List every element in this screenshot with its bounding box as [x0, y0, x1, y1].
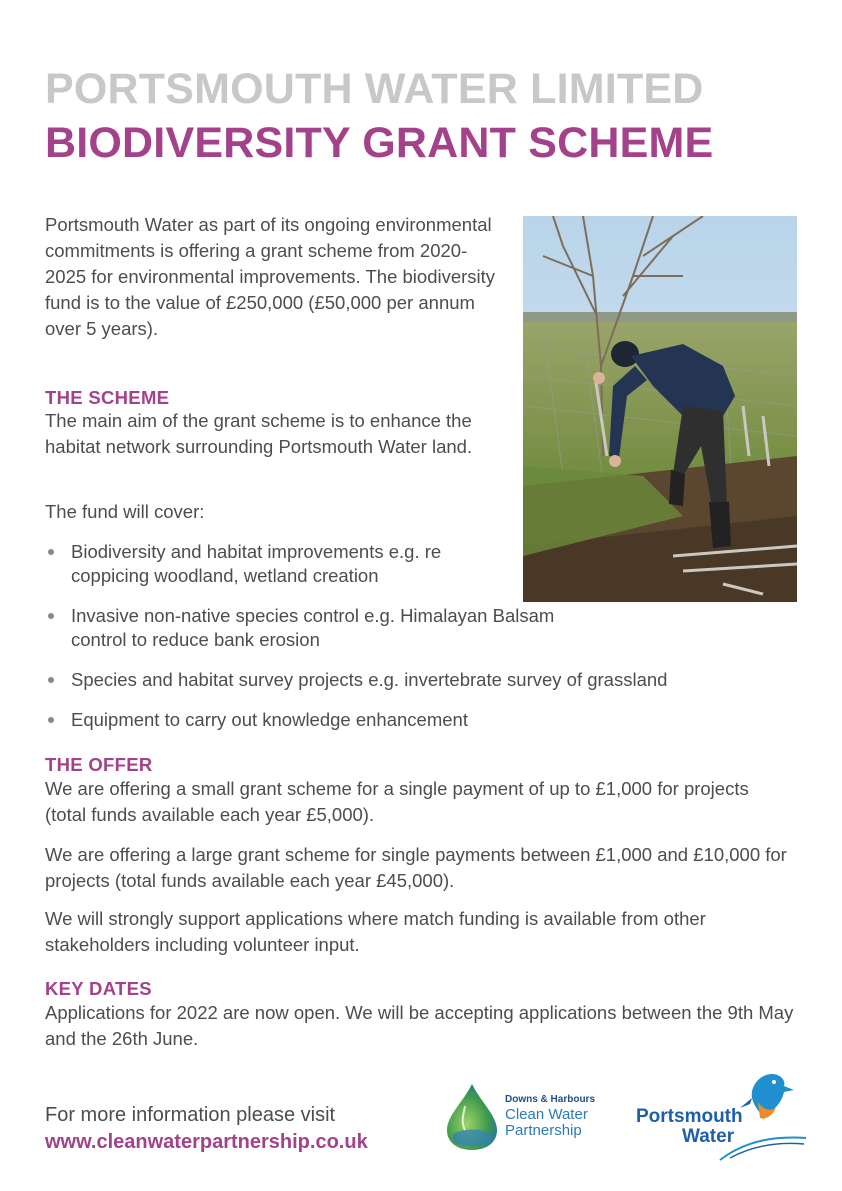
scheme-heading: THE SCHEME	[45, 387, 170, 408]
fund-cover-intro: The fund will cover:	[45, 501, 205, 522]
list-item: Equipment to carry out knowledge enhancement	[46, 708, 806, 732]
title-line-2: BIODIVERSITY GRANT SCHEME	[45, 119, 714, 167]
swoosh-icon	[716, 1128, 808, 1164]
title-line-1: PORTSMOUTH WATER LIMITED	[45, 65, 704, 113]
scheme-text: The main aim of the grant scheme is to enhance the habitat network surrounding Portsmouth Water land.	[45, 410, 473, 457]
pw-line-1: Portsmouth	[636, 1106, 743, 1127]
more-info-text: For more information please visit	[45, 1104, 336, 1126]
pw-line-2: Water	[682, 1126, 735, 1147]
list-item: Species and habitat survey projects e.g. invertebrate survey of grassland	[46, 668, 806, 692]
water-drop-icon	[443, 1082, 501, 1152]
clean-water-partnership-logo	[443, 1082, 613, 1152]
cwp-line-2: Clean Water	[505, 1106, 588, 1123]
offer-paragraph-2: We are offering a large grant scheme for single payments between £1,000 and £10,000 for projects (total funds available each year £45,000).	[45, 844, 787, 891]
cwp-line-1: Downs & Harbours	[505, 1094, 596, 1105]
intro-paragraph: Portsmouth Water as part of its ongoing environmental commitments is offering a grant scheme from 2020-2025 for environmental improvements. The biodiversity fund is to the value of £250,000 (£50,000 per annum over 5 years).	[45, 214, 496, 339]
key-dates-text: Applications for 2022 are now open. We will be accepting applications between the 9th May and the 26th June.	[45, 1002, 794, 1049]
offer-heading: THE OFFER	[45, 754, 153, 775]
cwp-line-3: Partnership	[505, 1122, 582, 1139]
key-dates-heading: KEY DATES	[45, 978, 152, 999]
website-link[interactable]: www.cleanwaterpartnership.co.uk	[45, 1131, 368, 1153]
offer-paragraph-3: We will strongly support applications where match funding is available from other stakeholders including volunteer input.	[45, 908, 706, 955]
fund-cover-list	[46, 540, 806, 732]
list-item: Biodiversity and habitat improvements e.g. re coppicing woodland, wetland creation	[46, 540, 516, 588]
portsmouth-water-logo	[636, 1068, 811, 1168]
list-item: Invasive non-native species control e.g. Himalayan Balsam control to reduce bank erosion	[46, 604, 591, 652]
offer-paragraph-1: We are offering a small grant scheme for a single payment of up to £1,000 for projects (total funds available each year £5,000).	[45, 778, 749, 825]
